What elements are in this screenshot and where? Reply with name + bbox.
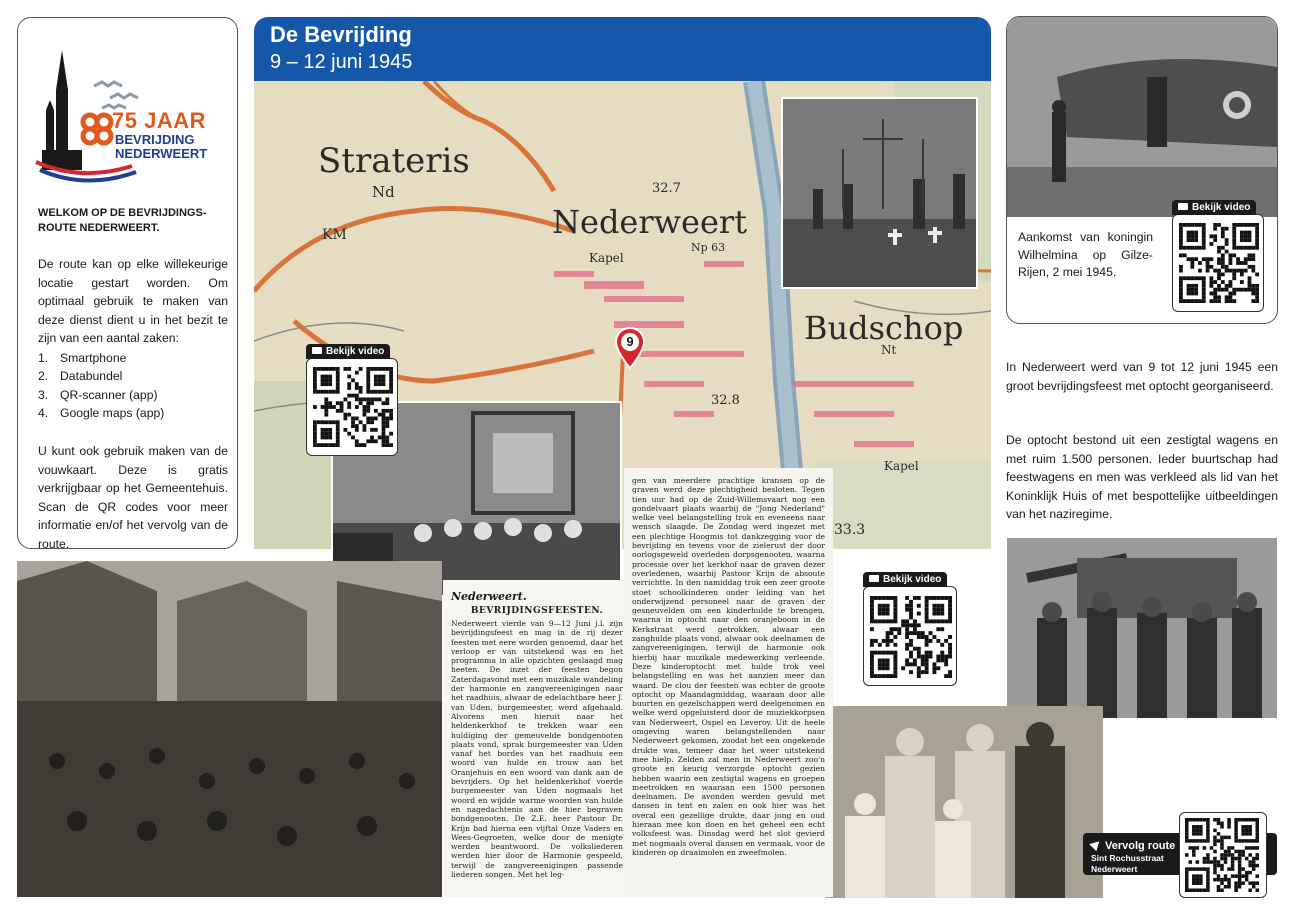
map-label-height: 32.8: [711, 393, 740, 408]
watch-video-tab[interactable]: Bekijk video: [306, 344, 390, 359]
video-camera-icon: [1178, 203, 1188, 210]
logo-line-nederweert: NEDERWEERT: [115, 146, 208, 161]
map-label-strateris: Strateris: [318, 141, 470, 181]
list-item: 1. Smartphone: [38, 351, 127, 365]
qr-code-next-route[interactable]: [1179, 812, 1267, 898]
photo-soldiers-tank: [1007, 538, 1277, 718]
video-camera-icon: [312, 347, 322, 354]
list-item: 4. Google maps (app): [38, 406, 165, 421]
logo-years: 75 JAAR: [112, 108, 206, 133]
newspaper-title: Nederweert.: [451, 590, 527, 603]
photo-cemetery: [781, 97, 978, 289]
map-label-np: Np 63: [691, 241, 726, 254]
newspaper-text: Nederweert vierde van 9—12 Juni j.l. zijn bevrijdingsfeest en mag in de rij dezer feesten met eere worden genoemd, daar het verloop er van uitstekend was en het programma in alle opzichten geslaagd mag heeten. De inzet der feesten begon Zaterdagavond met een muzikale wandeling der harmonie en zangvereenigingen naar het raadhuis, alwaar de edelachtbare heer J. van Uden, burgemeester, werd afgehaald. Alvorens men hieruit naar het heldenkerkhof te trekken waar een huldiging der gemeuvelde bondgenooten plaats vond, sprak burgemeester van Uden vanaf het bordes van het raadhuis een woord van hulde en trouw aan het Oranjehuis en een woord van dank aan de bevrijders. Op het heldenkerkhof voerde burgemeester van Uden nogmaals het woord en wijdde warme woorden van hulde en nagedachtenis aan de hier begraven bondgenooten. De Z.E. heer Pastoor Dr. Krijn bad hierna een vijftal Onze Vaders en Wees-Gegroeten, welke door de menigte werden beantwoord. De volksliederen werden hier door de Harmonie gespeeld, terwijl de zangvereenigingen passende liederen songen. Met het leg-: [451, 619, 623, 880]
page-header: [254, 17, 991, 81]
qr-code-video[interactable]: [863, 586, 957, 686]
newspaper-clipping-right: [624, 468, 833, 897]
navigation-arrow-icon: [1089, 838, 1102, 851]
next-route-label: Vervolg route: [1091, 839, 1269, 853]
requirements-list: [38, 349, 228, 423]
map-label-nederweert: Nederweert: [552, 203, 748, 241]
next-route-city: Nederweert: [1091, 864, 1138, 874]
right-paragraph-2: De optocht bestond uit een zestigtal wagens en met ruim 1.500 personen. Ieder buurtschap had feestwagens en men was verkleed als lid van het Koninklijk Huis of met bespottelijke uitbeeldingen van het naziregime.: [1006, 433, 1278, 521]
map-label-kapel: Kapel: [884, 459, 919, 473]
map-label-kapel: Kapel: [589, 251, 624, 265]
logo-line-bevrijding: BEVRIJDING: [115, 132, 195, 147]
map-label-height: 33.3: [834, 522, 866, 538]
list-item: 2. Databundel: [38, 369, 123, 384]
map-label-nd: Nd: [372, 183, 395, 201]
map-pin-number: 9: [626, 334, 634, 349]
page-title: De Bevrijding: [270, 22, 412, 47]
right-paragraph-1: In Nederweert werd van 9 tot 12 juni 1945 een groot bevrijdingsfeest met optocht georganiseerd.: [1006, 360, 1278, 393]
photo-crowd: [17, 561, 442, 897]
photo-family: [825, 706, 1103, 898]
qr-code-icon: [1179, 223, 1259, 305]
newspaper-heading: BEVRIJDINGSFEESTEN.: [470, 606, 604, 616]
map-label-nt: Nt: [881, 343, 897, 357]
newspaper-clipping-left: [443, 580, 631, 897]
next-route-street: Sint Rochusstraat: [1091, 853, 1164, 863]
foldmap-text: U kunt ook gebruik maken van de vouwkaart. Deze is gratis verkrijgbaar op het Gemeentehuis. Scan de QR codes voor meer informatie en/of het vervolg van de route.: [38, 444, 228, 551]
qr-code-icon: [870, 596, 952, 678]
logo-75-jaar-bevrijding: [32, 30, 227, 190]
map-pin-icon: [614, 326, 646, 370]
newspaper-text: gen van meerdere prachtige kransen op de graven werd deze plechtigheid besloten. Tegen tien uur had op de Zuid-Willemsvaart nog een gondelvaart plaats waarbij de "Jong Nederland" welke veel belangstelling trok en eveneens naar wensch slaagde. De Zondag werd ingezet met een plechtige Hoogmis tot dankzegging voor de bevrijding en tevens voor de zielerust der door oorlogsgeweld overleden dorpsgenooten, waarna processie over het kerkhof naar de graven dezer overledenen, waarbij Pastoor Krijn de absoute verrichtte. In den namiddag trok een zeer groote stoet schoolkinderen onder leiding van het onderwijzend personeel naar de graven der gesneuvelden om een kinderhulde te brengen, waarna in optocht naar den oranjeboom in de Kerkstraat werd getrokken, alwaar een zanghulde plaats vond, alwaar ook deelnamen de zangvereenigingen, terwijl de harmonie ook hierbij haar muzikale medewerking verleende. Deze kinderoptocht met hulde trok veel belangstelling en was het aanzien meer dan waard. De clou der feesten was echter de groote optocht op Maandagmiddag, waaraan door alle buurten en gezelschappen werd deelgenomen en welke werd opgeluisterd door de muziekkorpsen van Nederweert, Ospel en Leveroy. Uit de heele omgeving waren belangstellenden naar Nederweert gekomen, zoodat het een ongekende drukte was, temeer daar het weer uitstekend mee hielp. Zelden zal men in Nederweert zoo'n groote en keurig verzorgde optocht gezien hebben waarin een zestigtal wagens en groepen meetrokken en waaraan een 1500 personen deelnamen. De avonden werden gevuld met dansen in tent en zalen en ook hier was het overal een gezellige drukte, daar jong en oud hieraan mee kon doen en het geheel een echt volksfeest was. Dinsdag werd het slot gevierd met nogmaals overal dansen en vermaak, voor de kinderen op draaimolen en zweefmolen.: [632, 476, 825, 857]
map-label-height: 32.7: [652, 181, 681, 196]
map-label-km: KM: [322, 227, 347, 243]
plane-caption: Aankomst van koningin Wilhelmina op Gilze-Rijen, 2 mei 1945.: [1018, 230, 1153, 279]
page-subtitle: 9 – 12 juni 1945: [270, 51, 413, 73]
welcome-panel: [17, 17, 238, 549]
qr-code-video[interactable]: [306, 358, 398, 456]
photo-plane-arrival: [1007, 17, 1277, 217]
qr-code-video[interactable]: [1172, 214, 1264, 312]
welcome-heading: WELKOM OP DE BEVRIJDINGS-ROUTE NEDERWEERT.: [38, 207, 207, 234]
qr-code-icon: [313, 367, 393, 449]
intro-text: De route kan op elke willekeurige locatie gestart worden. Om optimaal gebruik te maken van deze dienst dient u in het bezit te zijn van een aantal zaken:: [38, 257, 228, 345]
qr-code-icon: [1185, 818, 1261, 892]
watch-video-tab[interactable]: Bekijk video: [1172, 200, 1256, 215]
video-camera-icon: [869, 575, 879, 582]
map-label-budschop: Budschop: [804, 309, 964, 347]
watch-video-tab[interactable]: Bekijk video: [863, 572, 947, 587]
list-item: 3. QR-scanner (app): [38, 387, 158, 402]
